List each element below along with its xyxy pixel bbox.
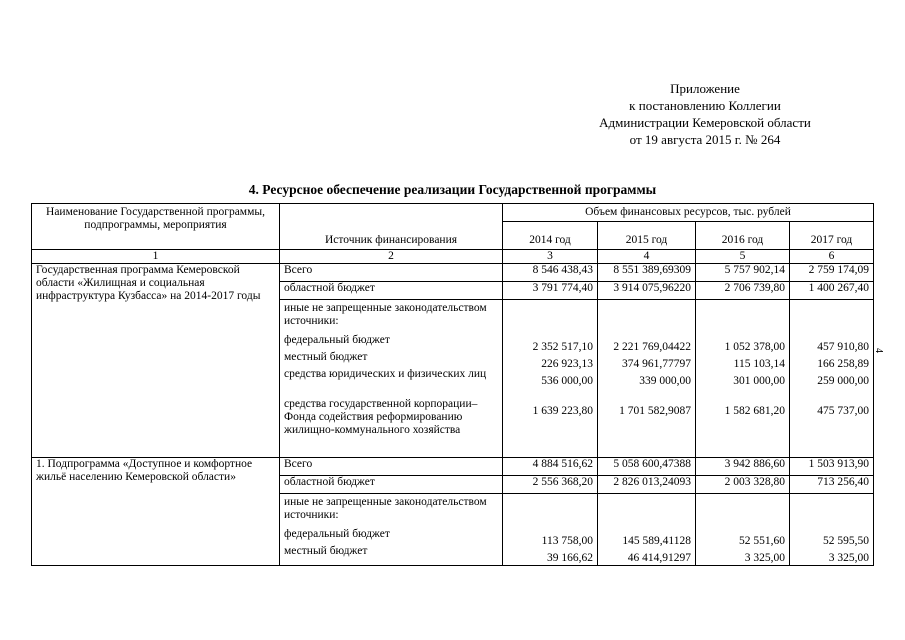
value-cell: 2 221 769,04422 bbox=[613, 341, 691, 353]
source-label: Всего bbox=[280, 458, 503, 476]
value-cell: 2 352 517,10 bbox=[532, 341, 593, 353]
value-cell: 3 325,00 bbox=[828, 552, 869, 564]
appendix-block bbox=[560, 80, 850, 148]
value-cell: 52 595,50 bbox=[823, 535, 869, 547]
source-label: средства государственной корпорации– Фонда содействия реформированию жилищно-коммунального хозяйства bbox=[284, 398, 478, 436]
value-cell: 259 000,00 bbox=[817, 375, 869, 387]
other-sources-label: иные не запрещенные законодательством источники: bbox=[284, 496, 487, 521]
value-cell: 166 258,89 bbox=[817, 358, 869, 370]
source-label: федеральный бюджет bbox=[284, 528, 390, 540]
value-cell: 1 639 223,80 bbox=[532, 405, 593, 417]
appendix-line: к постановлению Коллегии bbox=[629, 98, 781, 113]
value-cell: 301 000,00 bbox=[733, 375, 785, 387]
value-column bbox=[696, 494, 790, 566]
side-page-mark: 4 bbox=[873, 348, 884, 353]
value-cell: 475 737,00 bbox=[817, 405, 869, 417]
appendix-line: от 19 августа 2015 г. № 264 bbox=[629, 132, 781, 147]
value-cell: 115 103,14 bbox=[733, 358, 785, 370]
value-cell: 2 003 328,80 bbox=[696, 476, 790, 494]
resource-table bbox=[31, 203, 874, 566]
header-year: 2016 год bbox=[696, 222, 790, 250]
source-label: Всего bbox=[280, 264, 503, 282]
header-year: 2015 год bbox=[598, 222, 696, 250]
document-title: 4. Ресурсное обеспечение реализации Государственной программы bbox=[248, 182, 657, 197]
value-cell: 1 052 378,00 bbox=[724, 341, 785, 353]
value-cell: 2 556 368,20 bbox=[503, 476, 598, 494]
col-number: 4 bbox=[598, 250, 696, 264]
value-cell: 52 551,60 bbox=[739, 535, 785, 547]
value-cell: 536 000,00 bbox=[541, 375, 593, 387]
other-sources-label: иные не запрещенные законодательством источники: bbox=[284, 302, 487, 327]
value-column bbox=[503, 300, 598, 458]
appendix-line: Приложение bbox=[670, 81, 740, 96]
col-number: 1 bbox=[32, 250, 280, 264]
source-label: областной бюджет bbox=[280, 282, 503, 300]
value-cell: 2 826 013,24093 bbox=[598, 476, 696, 494]
value-cell: 1 503 913,90 bbox=[790, 458, 874, 476]
value-cell: 3 791 774,40 bbox=[503, 282, 598, 300]
col-number: 6 bbox=[790, 250, 874, 264]
source-label: областной бюджет bbox=[280, 476, 503, 494]
value-cell: 226 923,13 bbox=[541, 358, 593, 370]
value-cell: 2 759 174,09 bbox=[790, 264, 874, 282]
value-column bbox=[598, 300, 696, 458]
value-cell: 374 961,77797 bbox=[622, 358, 691, 370]
value-cell: 457 910,80 bbox=[817, 341, 869, 353]
header-volume: Объем финансовых ресурсов, тыс. рублей bbox=[503, 204, 874, 222]
col-number: 2 bbox=[280, 250, 503, 264]
value-cell: 145 589,41128 bbox=[622, 535, 691, 547]
col-number: 5 bbox=[696, 250, 790, 264]
program-name: Государственная программа Кемеровской области «Жилищная и социальная инфраструктура Кузбасса» на 2014-2017 годы bbox=[32, 264, 280, 458]
value-cell: 1 701 582,9087 bbox=[619, 405, 691, 417]
col-number: 3 bbox=[503, 250, 598, 264]
source-label: федеральный бюджет bbox=[284, 334, 390, 346]
value-cell: 339 000,00 bbox=[639, 375, 691, 387]
value-column bbox=[790, 300, 874, 458]
subprogram-name: 1. Подпрограмма «Доступное и комфортное жильё населению Кемеровской области» bbox=[32, 458, 280, 566]
value-cell: 3 942 886,60 bbox=[696, 458, 790, 476]
value-cell: 8 551 389,69309 bbox=[598, 264, 696, 282]
header-year: 2017 год bbox=[790, 222, 874, 250]
value-cell: 713 256,40 bbox=[790, 476, 874, 494]
value-column bbox=[696, 300, 790, 458]
value-cell: 46 414,91297 bbox=[627, 552, 691, 564]
other-sources-cell bbox=[280, 300, 503, 458]
value-cell: 4 884 516,62 bbox=[503, 458, 598, 476]
value-cell: 5 757 902,14 bbox=[696, 264, 790, 282]
source-label: местный бюджет bbox=[284, 545, 368, 557]
value-column bbox=[598, 494, 696, 566]
value-cell: 1 582 681,20 bbox=[724, 405, 785, 417]
header-year: 2014 год bbox=[503, 222, 598, 250]
value-cell: 5 058 600,47388 bbox=[598, 458, 696, 476]
other-sources-cell bbox=[280, 494, 503, 566]
value-cell: 2 706 739,80 bbox=[696, 282, 790, 300]
value-cell: 8 546 438,43 bbox=[503, 264, 598, 282]
source-label: местный бюджет bbox=[284, 351, 368, 363]
appendix-line: Администрации Кемеровской области bbox=[599, 115, 811, 130]
value-cell: 3 914 075,96220 bbox=[598, 282, 696, 300]
header-name: Наименование Государственной программы, подпрограммы, мероприятия bbox=[32, 204, 280, 250]
value-cell: 1 400 267,40 bbox=[790, 282, 874, 300]
source-label: средства юридических и физических лиц bbox=[284, 368, 487, 380]
value-cell: 39 166,62 bbox=[547, 552, 593, 564]
value-cell: 113 758,00 bbox=[541, 535, 593, 547]
value-column bbox=[503, 494, 598, 566]
value-cell: 3 325,00 bbox=[744, 552, 785, 564]
header-source: Источник финансирования bbox=[280, 204, 503, 250]
value-column bbox=[790, 494, 874, 566]
